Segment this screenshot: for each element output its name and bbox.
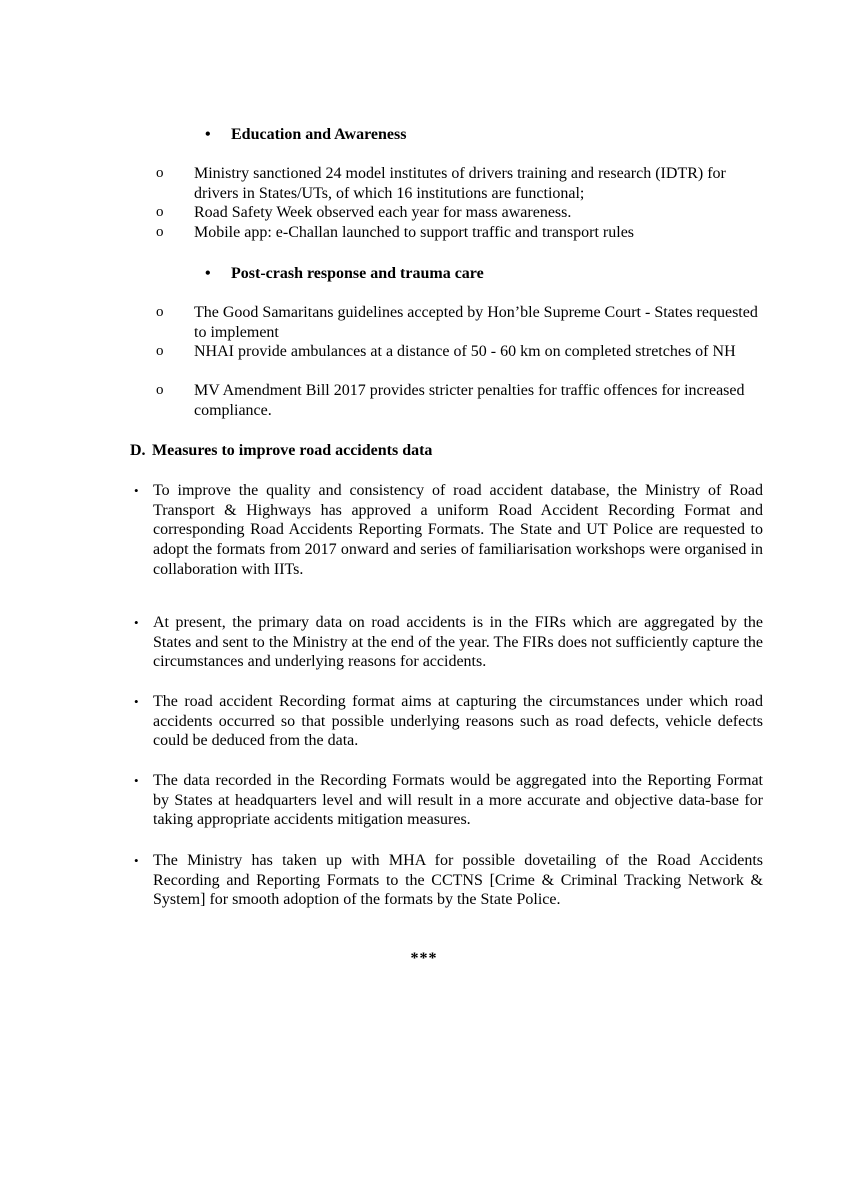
- end-marker: ***: [410, 950, 438, 967]
- bullet-icon: •: [134, 773, 139, 788]
- list-item-text: Mobile app: e-Challan launched to support traffic and transport rules: [194, 224, 635, 241]
- list-item-text: The road accident Recording format aims at capturing the circumstances under which road accidents occurred so that possible underlying reasons such as road defects, vehicle defects could be deduced from the data.: [153, 693, 763, 750]
- list-item: [130, 692, 763, 751]
- list-item-text: The Good Samaritans guidelines accepted by Hon’ble Supreme Court - States requested to implement: [194, 304, 758, 341]
- list-item-text: NHAI provide ambulances at a distance of 50 - 60 km on completed stretches of NH: [194, 343, 736, 360]
- bullet-icon: •: [205, 265, 211, 282]
- circle-bullet-icon: o: [156, 382, 164, 398]
- list-item: [130, 771, 763, 830]
- list-item: [150, 303, 770, 342]
- section-d-heading-text: Measures to improve road accidents data: [152, 442, 433, 459]
- list-item-text: The Ministry has taken up with MHA for possible dovetailing of the Road Accidents Recording and Reporting Formats to the CCTNS [Crime & Criminal Tracking Network & System] for smooth adoption of the formats by the State Police.: [153, 852, 763, 909]
- circle-bullet-icon: o: [156, 224, 164, 240]
- list-item: [150, 223, 770, 243]
- list-item: [150, 203, 770, 223]
- bullet-icon: •: [205, 126, 211, 143]
- postcrash-heading-text: Post-crash response and trauma care: [231, 265, 484, 282]
- bullet-icon: •: [134, 615, 139, 630]
- list-item: [150, 164, 770, 203]
- list-item-text: The data recorded in the Recording Formats would be aggregated into the Reporting Format by States at headquarters level and will result in a more accurate and objective data-base for taking appropriate accidents mitigation measures.: [153, 772, 763, 829]
- list-item-text: MV Amendment Bill 2017 provides stricter penalties for traffic offences for increased compliance.: [194, 382, 745, 419]
- education-heading: [205, 125, 406, 144]
- list-item: [150, 381, 770, 420]
- bullet-icon: •: [134, 694, 139, 709]
- list-item-text: At present, the primary data on road accidents is in the FIRs which are aggregated by the States and sent to the Ministry at the end of the year. The FIRs does not sufficiently capture the circumstances and underlying reasons for accidents.: [153, 614, 763, 671]
- education-heading-text: Education and Awareness: [231, 126, 407, 143]
- list-item: [130, 613, 763, 672]
- list-item: [130, 481, 763, 580]
- circle-bullet-icon: o: [156, 304, 164, 320]
- list-item-text: Road Safety Week observed each year for mass awareness.: [194, 204, 572, 221]
- circle-bullet-icon: o: [156, 343, 164, 359]
- postcrash-heading: [205, 264, 484, 283]
- list-item: [150, 342, 770, 362]
- list-item-text: To improve the quality and consistency of road accident database, the Ministry of Road Transport & Highways has approved a uniform Road Accident Recording Format and corresponding Road Accidents Reporting Formats. The State and UT Police are requested to adopt the formats from 2017 onward and series of familiarisation workshops were organised in collaboration with IITs.: [153, 482, 763, 578]
- list-item-text: Ministry sanctioned 24 model institutes of drivers training and research (IDTR) for drivers in States/UTs, of which 16 institutions are functional;: [194, 165, 726, 202]
- circle-bullet-icon: o: [156, 204, 164, 220]
- list-item: [130, 851, 763, 910]
- section-d-heading: [130, 441, 432, 460]
- section-letter: D.: [130, 442, 146, 459]
- bullet-icon: •: [134, 853, 139, 868]
- bullet-icon: •: [134, 483, 139, 498]
- circle-bullet-icon: o: [156, 165, 164, 181]
